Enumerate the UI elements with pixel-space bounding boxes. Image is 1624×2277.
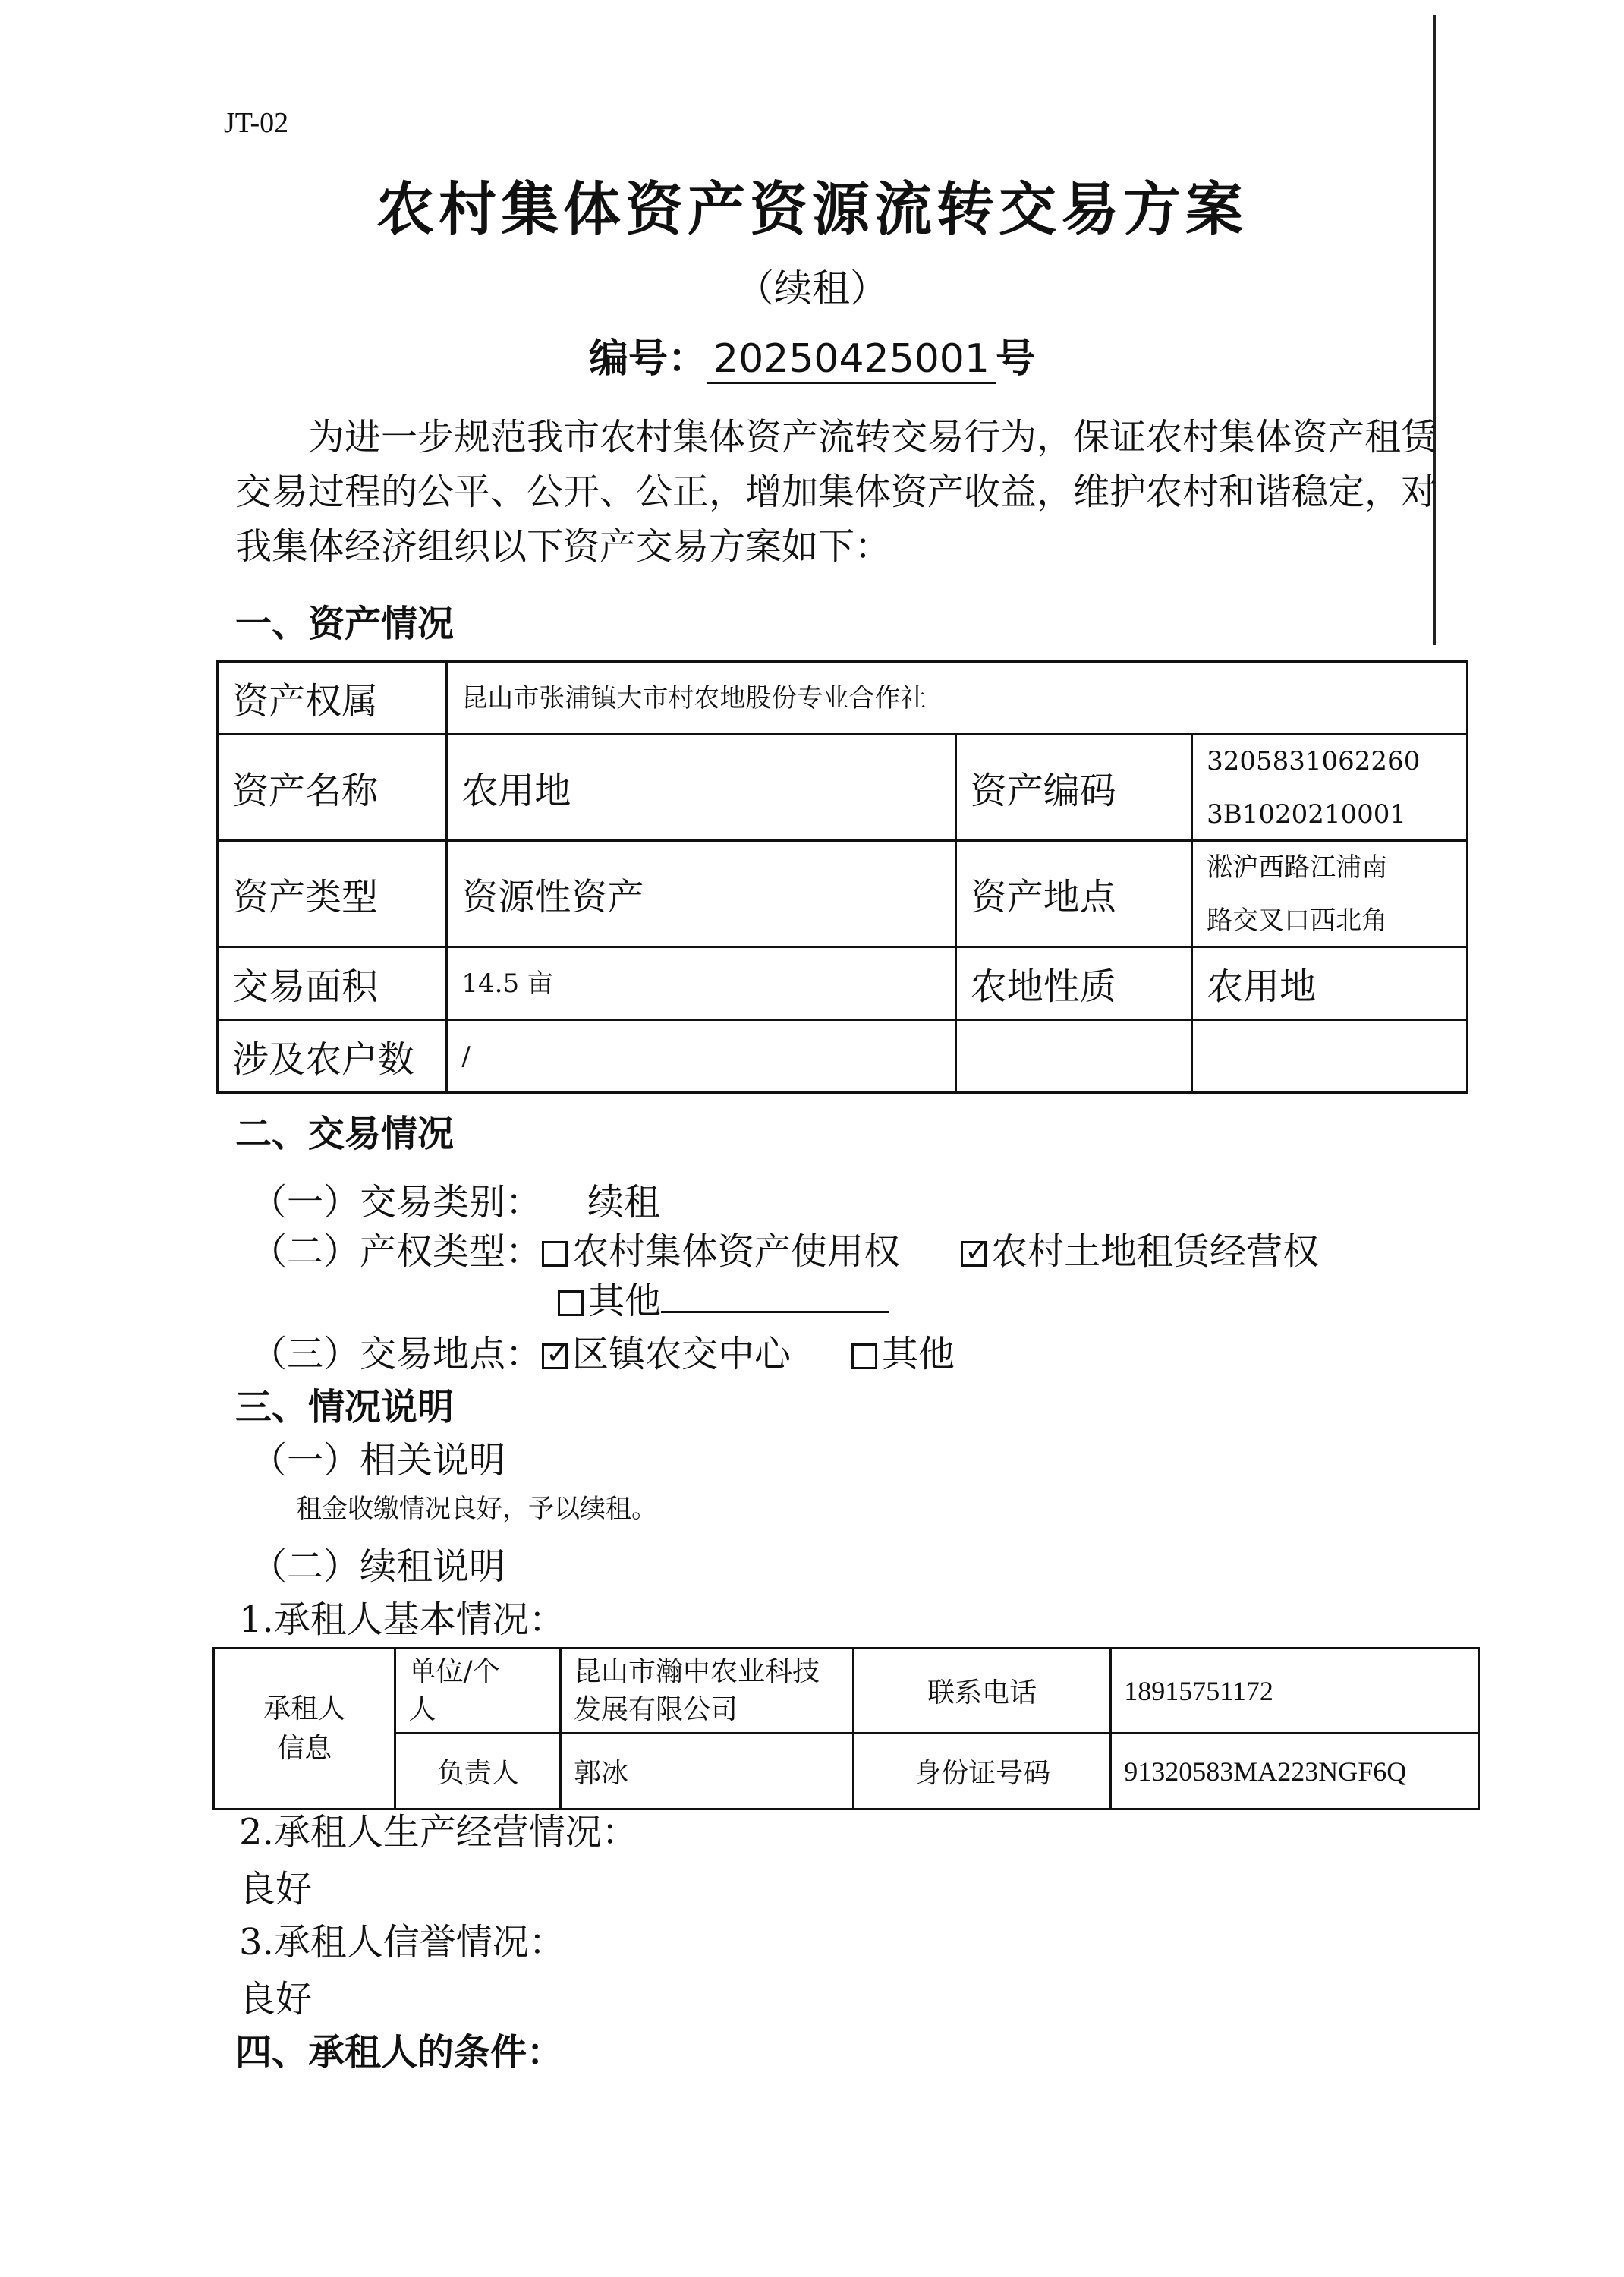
location-value-line1: 淞沪西路江浦南 (1207, 852, 1388, 883)
opt-use-right: 农村集体资产使用权 (572, 1230, 901, 1273)
sub1-text: 租金收缴情况良好，予以续租。 (296, 1494, 657, 1524)
location-label: 资产地点 (955, 841, 1191, 947)
opt-land-lease: 农村土地租赁经营权 (991, 1230, 1320, 1273)
credit-heading: 3.承租人信誉情况： (239, 1921, 565, 1964)
nature-label: 农地性质 (955, 947, 1191, 1020)
table-row (218, 662, 1468, 735)
households-value: / (447, 1020, 955, 1093)
table-row (218, 1020, 1468, 1093)
location-value-line2: 路交叉口西北角 (1207, 905, 1388, 936)
lessee-basic-heading: 1.承租人基本情况： (239, 1598, 565, 1641)
id-value: 91320583MA223NGF6Q (1111, 1734, 1479, 1809)
empty-cell (955, 1020, 1191, 1093)
section4-heading: 四、承租人的条件： (235, 2031, 564, 2074)
code-value (1192, 735, 1468, 841)
id-label: 身份证号码 (854, 1734, 1111, 1809)
area-label: 交易面积 (218, 947, 447, 1020)
empty-cell (1192, 1020, 1468, 1093)
phone-label: 联系电话 (854, 1649, 1111, 1734)
checkbox-unchecked[interactable] (851, 1343, 877, 1369)
code-value-line1: 3205831062260 (1207, 745, 1421, 776)
property-type (250, 1222, 1319, 1274)
trade-category-label: （一）交易类别： (250, 1181, 543, 1224)
document-number (0, 326, 1624, 384)
doc-code: JT-02 (224, 107, 289, 139)
area-value: 14.5 亩 (447, 947, 955, 1020)
number-suffix: 号 (995, 336, 1035, 382)
table-row (218, 735, 1468, 841)
trade-category-value: 续租 (587, 1181, 661, 1224)
intro-paragraph: 为进一步规范我市农村集体资产流转交易行为，保证农村集体资产租赁交易过程的公平、公开、公正，增加集体资产收益，维护农村和谐稳定，对我集体经济组织以下资产交易方案如下： (235, 416, 1438, 568)
property-type-other (558, 1271, 889, 1324)
checkbox-unchecked[interactable] (558, 1290, 584, 1316)
location-value (1192, 841, 1468, 947)
lessee-info-label: 承租人 信息 (214, 1649, 395, 1809)
operation-value: 良好 (239, 1868, 313, 1910)
checkbox-unchecked[interactable] (542, 1241, 568, 1267)
phone-value: 18915751172 (1111, 1649, 1479, 1734)
unit-value: 昆山市瀚中农业科技 发展有限公司 (561, 1649, 854, 1734)
households-label: 涉及农户数 (218, 1020, 447, 1093)
owner-label: 资产权属 (218, 662, 447, 735)
page-subtitle: （续租） (736, 266, 888, 310)
trade-location (250, 1324, 955, 1377)
property-type-label: （二）产权类型： (250, 1230, 543, 1273)
owner-value: 昆山市张浦镇大市村农地股份专业合作社 (447, 662, 1468, 735)
table-row (214, 1649, 1479, 1734)
section3-heading: 三、情况说明 (235, 1386, 455, 1428)
blank-line (661, 1311, 889, 1313)
table-row (214, 1734, 1479, 1809)
page-title: 农村集体资产资源流转交易方案 (376, 175, 1248, 243)
code-label: 资产编码 (955, 735, 1191, 841)
type-label: 资产类型 (218, 841, 447, 947)
opt-other2: 其他 (882, 1333, 955, 1375)
section1-heading: 一、资产情况 (235, 603, 455, 645)
asset-table (216, 660, 1468, 1094)
operation-heading: 2.承租人生产经营情况： (239, 1811, 638, 1853)
trade-category (250, 1173, 660, 1225)
number-label: 编号： (589, 336, 708, 382)
checkbox-checked[interactable] (542, 1343, 568, 1369)
section2-heading: 二、交易情况 (235, 1113, 455, 1155)
sub1-heading: （一）相关说明 (250, 1439, 506, 1482)
lessee-table (212, 1647, 1480, 1810)
name-label: 资产名称 (218, 735, 447, 841)
sub2-heading: （二）续租说明 (250, 1545, 506, 1588)
nature-value: 农用地 (1192, 947, 1468, 1020)
opt-center: 区镇农交中心 (572, 1333, 792, 1375)
person-value: 郭冰 (561, 1734, 854, 1809)
number-value: 20250425001 (707, 336, 996, 384)
code-value-line2: 3B1020210001 (1207, 798, 1407, 830)
trade-location-label: （三）交易地点： (250, 1333, 543, 1375)
type-value: 资源性资产 (447, 841, 955, 947)
opt-other: 其他 (588, 1280, 662, 1322)
person-label: 负责人 (395, 1734, 561, 1809)
unit-label: 单位/个 人 (395, 1649, 561, 1734)
table-row (218, 841, 1468, 947)
credit-value: 良好 (239, 1978, 313, 2020)
name-value: 农用地 (447, 735, 955, 841)
table-row (218, 947, 1468, 1020)
checkbox-checked[interactable] (961, 1241, 987, 1267)
